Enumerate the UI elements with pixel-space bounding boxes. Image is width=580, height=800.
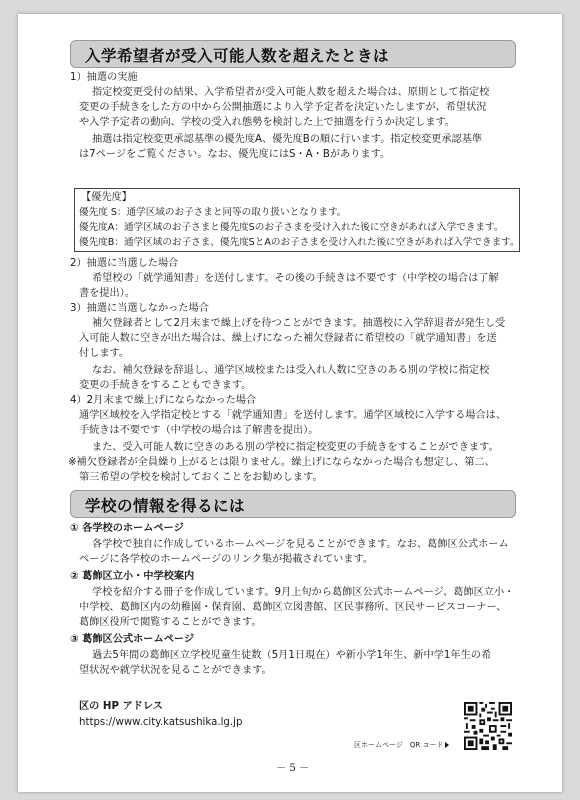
paragraph-line: 希望校の「就学通知書」を送付します。その後の手続きは不要です（中学校の場合は了解: [92, 273, 499, 284]
paragraph-line: 学校を紹介する冊子を作成しています。9月上旬から葛飾区公式ホームページ、葛飾区立小・: [92, 587, 515, 598]
hp-address-label: 区の HP アドレス: [79, 701, 163, 712]
section-header-lottery: [70, 40, 516, 68]
arrow-right-icon: [445, 742, 449, 748]
priority-s-line: 優先度 S：通学区域のお子さまと同等の取り扱いとなります。: [79, 207, 347, 218]
paragraph-line: 入可能人数に空きが出た場合は、繰上げになった補欠登録者に希望校の「就学通知書」を送: [79, 333, 497, 344]
paragraph-line: 中学校、葛飾区内の幼稚園・保育園、葛飾区立図書館、区民事務所、区民サービスコーナー、: [79, 602, 507, 613]
city-url-link[interactable]: https://www.city.katsushika.lg.jp: [79, 717, 243, 728]
item-heading: 1）抽選の実施: [70, 72, 138, 83]
paragraph-line: 補欠登録者として2月末まで繰上げを待つことができます。抽選校に入学辞退者が発生し受: [92, 318, 506, 329]
section-title: 学校の情報を得るには: [85, 497, 246, 515]
paragraph-line: 各学校で独自に作成しているホームページを見ることができます。なお、葛飾区公式ホーム: [92, 539, 509, 550]
item-heading: ① 各学校のホームページ: [70, 523, 184, 534]
paragraph-line: 手続きは不要です（中学校の場合は了解書を提出）。: [79, 425, 319, 436]
priority-a-line: 優先度A：通学区域のお子さまと優先度Sのお子さまを受け入れた後に空きがあれば入学できます。: [79, 222, 504, 233]
item-heading: 4）2月末まで繰上げにならなかった場合: [70, 395, 257, 406]
paragraph-line: 付します。: [79, 348, 130, 359]
paragraph-line: は7ページをご覧ください。なお、優先度にはS・A・Bがあります。: [79, 149, 391, 160]
page-number: － 5 －: [276, 763, 310, 774]
note-line: ※補欠登録者が全員繰り上がるとは限りません。繰上げにならなかった場合も想定し、第二、: [68, 457, 495, 468]
qr-code-icon[interactable]: [464, 702, 512, 750]
document-page: [18, 14, 562, 792]
paragraph-line: 通学区域校を入学指定校とする「就学通知書」を送付します。通学区域校に入学する場合は、: [79, 410, 507, 421]
paragraph-line: 変更の手続きをすることもできます。: [79, 380, 252, 391]
priority-heading: 【優先度】: [81, 192, 132, 203]
item-heading: 2）抽選に当選した場合: [70, 258, 179, 269]
paragraph-line: や入学予定者の動向、学校の受入れ態勢を検討した上で抽選を行うか決定します。: [79, 117, 456, 128]
qr-caption-text: 区ホームページ QR コード: [354, 741, 444, 749]
paragraph-line: 指定校変更受付の結果、入学希望者が受入可能人数を超えた場合は、原則として指定校: [92, 87, 490, 98]
paragraph-line: 葛飾区役所で閲覧することができます。: [79, 617, 262, 628]
paragraph-line: 抽選は指定校変更承認基準の優先度A、優先度Bの順に行います。指定校変更承認基準: [92, 134, 483, 145]
paragraph-line: 望状況や就学状況を見ることができます。: [79, 665, 272, 676]
paragraph-line: 書を提出）。: [79, 288, 136, 299]
section-title: 入学希望者が受入可能人数を超えたときは: [85, 47, 390, 65]
paragraph-line: なお、補欠登録を辞退し、通学区域校または受入れ人数に空きのある別の学校に指定校: [92, 365, 490, 376]
paragraph-line: また、受入可能人数に空きのある別の学校に指定校変更の手続きをすることができます。: [92, 442, 499, 453]
item-heading: ② 葛飾区立小・中学校案内: [70, 571, 195, 582]
note-line: 第三希望の学校を検討しておくことをお勧めします。: [79, 472, 323, 483]
priority-box: [74, 188, 520, 252]
section-header-school-info: [70, 490, 516, 518]
item-heading: ③ 葛飾区公式ホームページ: [70, 634, 195, 645]
item-heading: 3）抽選に当選しなかった場合: [70, 303, 209, 314]
paragraph-line: 過去5年間の葛飾区立学校児童生徒数（5月1日現在）や新小学1年生、新中学1年生の希: [92, 650, 492, 661]
paragraph-line: ページに各学校のホームページのリンク集が掲載されています。: [79, 554, 374, 565]
priority-b-line: 優先度B：通学区域のお子さま、優先度SとAのお子さまを受け入れた後に空きがあれば入学できます。: [79, 237, 520, 248]
paragraph-line: 変更の手続きをした方の中から公開抽選により入学予定者を決定いたしますが、希望状況: [79, 102, 487, 113]
qr-caption: [354, 740, 449, 750]
